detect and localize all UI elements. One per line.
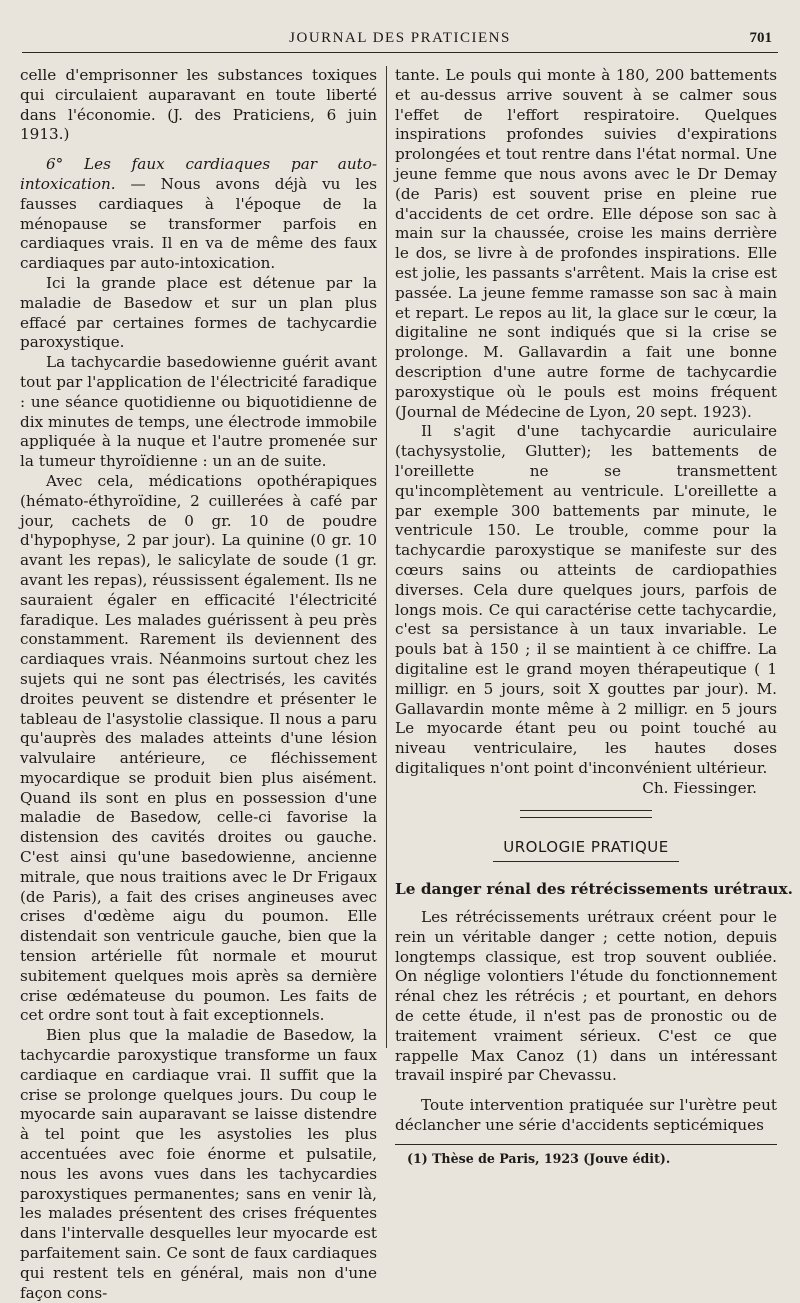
paragraph	[20, 155, 377, 274]
paragraph: Il s'agit d'une tachycardie auriculaire (tachysystolie, Glutter); les battements de l'oreillette ne se transmettent qu'incomplètement au ventricule. L'oreillette a par exemple 300 battements par minute, le ventricule 150. Le trouble, comme pour la tachycardie paroxystique se manifeste sur des cœurs sains ou atteints de cardiopathies diverses. Cela dure quelques jours, parfois de longs mois. Ce qui caractérise cette tachycardie, c'est sa persistance à un taux invariable. Le pouls bat à 150 ; il se maintient à ce chiffre. La digitaline est le grand moyen thérapeutique ( 1 milligr. en 5 jours, soit X gouttes par jour). M. Gallavardin monte même à 2 milligr. en 5 jours Le myocarde étant peu ou point touché au niveau ventriculaire, les hautes doses digitaliques n'ont point d'inconvénient ultérieur.	[395, 422, 777, 777]
paragraph: Toute intervention pratiquée sur l'urètre peut déclancher une série d'accidents septicémiques	[395, 1096, 777, 1135]
paragraph: Avec cela, médications opothérapiques (hémato-éthyroïdine, 2 cuillerées à café par jour, cachets de 0 gr. 10 de poudre d'hypophyse, 2 par jour). La quinine (0 gr. 10 avant les repas), le salicylate de soude (1 gr. avant les repas), réussissent également. Ils ne sauraient égaler en efficacité l'électricité faradique. Les malades guérissent à peu près constamment. Rarement ils deviennent des cardiaques vrais. Néanmoins surtout chez les sujets qui ne sont pas électrisés, les cavités droites peuvent se distendre et présenter le tableau de l'asystolie classique. Il nous a paru qu'auprès des malades atteints d'une lésion valvulaire antérieure, ce fléchissement myocardique se produit bien plus aisément. Quand ils sont en plus en possession d'une maladie de Basedow, celle-ci favorise la distension des cavités droites ou gauche. C'est ainsi qu'une basedowienne, ancienne mitrale, que nous traitions avec le Dr Frigaux (de Paris), a fait des crises angineuses avec crises d'œdème aigu du poumon. Elle distendait son ventricule gauche, bien que la tension artérielle fût normale et mourut subitement quelques mois après sa dernière crise œdémateuse du poumon. Les faits de cet ordre sont tout à fait exceptionnels.	[20, 471, 377, 1025]
paragraph: celle d'emprisonner les substances toxiques qui circulaient auparavant en toute liberté dans l'économie. (J. des Praticiens, 6 juin 1913.)	[20, 66, 377, 144]
right-column	[395, 66, 793, 1166]
paragraph: Ici la grande place est détenue par la maladie de Basedow et sur un plan plus effacé par certaines formes de tachycardie paroxystique.	[20, 273, 377, 352]
page-number: 701	[749, 30, 772, 46]
paragraph: tante. Le pouls qui monte à 180, 200 battements et au-dessus arrive souvent à se calmer sous l'effet de l'effort respiratoire. Quelques inspirations profondes suivies d'expirations prolongées et tout rentre dans l'état normal. Une jeune femme que nous avons avec le Dr Demay (de Paris) est souvent prise en pleine rue d'accidents de cet ordre. Elle dépose son sac à main sur la chaussée, croise les mains derrière le dos, se livre à de profondes inspirations. Elle est jolie, les passants s'arrêtent. Mais la crise est passée. La jeune femme ramasse son sac à main et repart. Le repos au lit, la glace sur le cœur, la digitaline ne sont indiqués que si la crise se prolonge. M. Gallavardin a fait une bonne description d'une autre forme de tachycardie paroxystique où le pouls est moins fréquent (Journal de Médecine de Lyon, 20 sept. 1923).	[395, 66, 777, 421]
paragraph-text: — Nous avons déjà vu les fausses cardiaques à l'époque de la ménopause se transformer parfois en cardiaques vrais. Il en va de même des faux cardiaques par auto-intoxication.	[20, 174, 377, 273]
paragraph: Les rétrécissements urétraux créent pour le rein un véritable danger ; cette notion, depuis longtemps classique, est trop souvent oubliée. On néglige volontiers l'étude du fonctionnement rénal chez les rétrécis ; et pourtant, en dehors de cette étude, il n'est pas de pronostic ou de traitement vraiment sérieux. C'est ce que rappelle Max Canoz (1) dans un intéressant travail inspiré par Chevassu.	[395, 908, 777, 1085]
author-signature: Ch. Fiessinger.	[642, 778, 757, 797]
left-column	[20, 66, 377, 1302]
journal-title: JOURNAL DES PRATICIENS	[289, 30, 511, 46]
running-header	[22, 30, 778, 53]
article-title: Le danger rénal des rétrécissements urétraux.	[395, 880, 793, 899]
paragraph: Bien plus que la maladie de Basedow, la tachycardie paroxystique transforme un faux cardiaque en cardiaque vrai. Il suffit que la crise se prolonge quelques jours. Du coup le myocarde sain auparavant se laisse distendre à tel point que les asystolies les plus accentuées avec foie énorme et pulsatile, nous les avons vues dans les tachycardies paroxystiques permanentes; sans en venir là, les malades présentent des crises fréquentes dans l'intervalle desquelles leur myocarde est parfaitement sain. Ce sont de faux cardiaques qui restent tels en général, mais non d'une façon cons-	[20, 1026, 377, 1302]
section-title: UROLOGIE PRATIQUE	[493, 838, 679, 862]
footnote-rule	[395, 1144, 777, 1145]
ornamental-rule	[520, 810, 652, 818]
paragraph: La tachycardie basedowienne guérit avant tout par l'application de l'électricité faradique : une séance quotidienne ou biquotidienne de dix minutes de temps, une électrode immobile appliquée à la nuque et l'autre promenée sur la tumeur thyroïdienne : un an de suite.	[20, 353, 377, 471]
column-divider	[386, 66, 387, 1048]
subsection-title: 6° Les faux cardiaques par auto-intoxication.	[20, 155, 377, 193]
footnote: (1) Thèse de Paris, 1923 (Jouve édit).	[407, 1150, 671, 1166]
